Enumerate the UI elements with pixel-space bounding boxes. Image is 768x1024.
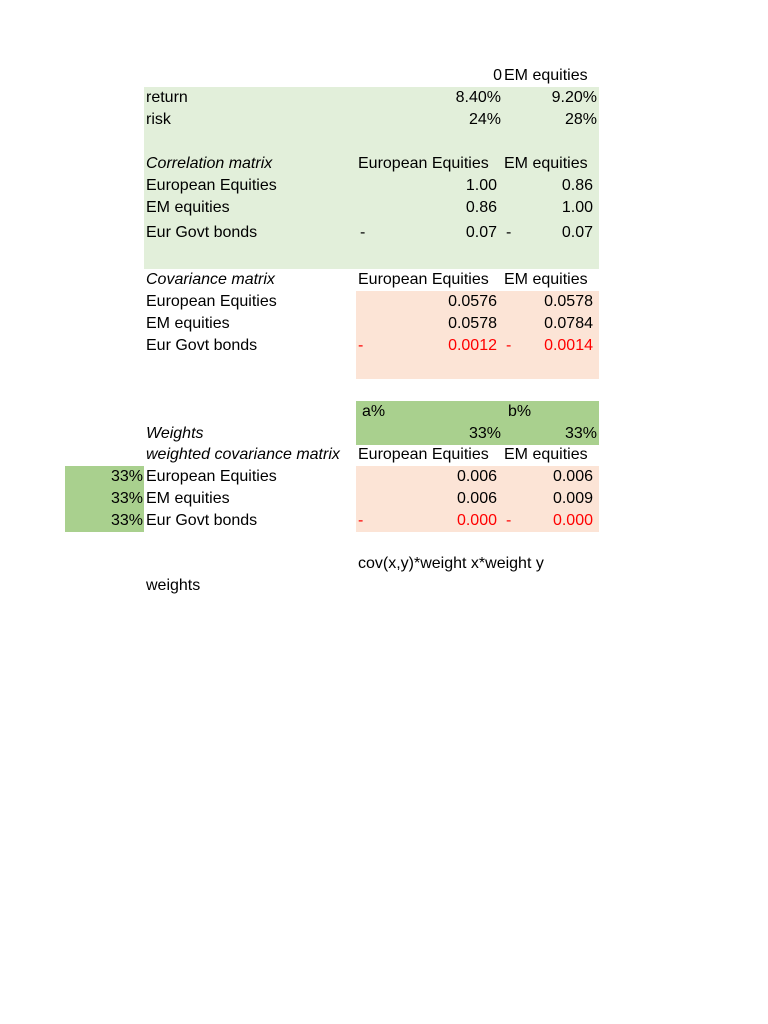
weighted-col-em: EM equities — [504, 446, 588, 463]
header-zero: 0 — [493, 67, 502, 84]
weighted-row-label: Eur Govt bonds — [146, 512, 258, 529]
correlation-row-label: Eur Govt bonds — [146, 224, 258, 241]
return-european: 8.40% — [455, 89, 501, 106]
row-weight: 33% — [110, 512, 143, 529]
return-label: return — [146, 89, 188, 106]
weight-b-label: b% — [508, 403, 532, 420]
covariance-cell: 0.0578 — [544, 293, 593, 310]
covariance-cell: 0.0014 — [544, 337, 593, 354]
weighted-cell: 0.000 — [552, 512, 593, 529]
covariance-cell: 0.0012 — [448, 337, 497, 354]
weight-a-value: 33% — [468, 425, 501, 442]
weighted-row-label: European Equities — [146, 468, 277, 485]
weighted-col-european: European Equities — [358, 446, 489, 463]
weighted-cell: 0.009 — [552, 490, 593, 507]
covariance-title: Covariance matrix — [146, 271, 275, 288]
weighted-cell: 0.006 — [456, 468, 497, 485]
covariance-negative-sign: - — [506, 337, 512, 354]
weighted-cell: 0.006 — [456, 490, 497, 507]
covariance-col-em: EM equities — [504, 271, 588, 288]
covariance-row-label: EM equities — [146, 315, 230, 332]
correlation-cell: 0.07 — [465, 224, 497, 241]
formula-note: cov(x,y)*weight x*weight y — [358, 555, 544, 572]
correlation-row-label: European Equities — [146, 177, 277, 194]
row-weight: 33% — [110, 490, 143, 507]
row-weight: 33% — [110, 468, 143, 485]
return-em: 9.20% — [551, 89, 597, 106]
correlation-col-em: EM equities — [504, 155, 588, 172]
weighted-cell: 0.006 — [552, 468, 593, 485]
risk-label: risk — [146, 111, 171, 128]
correlation-row-label: EM equities — [146, 199, 230, 216]
correlation-col-european: European Equities — [358, 155, 489, 172]
weighted-row-label: EM equities — [146, 490, 230, 507]
covariance-cell: 0.0576 — [448, 293, 497, 310]
header-em-equities: EM equities — [504, 67, 588, 84]
weighted-negative-sign: - — [358, 512, 364, 529]
weighted-cell: 0.000 — [456, 512, 497, 529]
correlation-cell: 1.00 — [561, 199, 593, 216]
covariance-col-european: European Equities — [358, 271, 489, 288]
weight-a-label: a% — [362, 403, 386, 420]
correlation-title: Correlation matrix — [146, 155, 273, 172]
risk-european: 24% — [468, 111, 501, 128]
correlation-cell: 1.00 — [465, 177, 497, 194]
risk-em: 28% — [564, 111, 597, 128]
covariance-row-label: European Equities — [146, 293, 277, 310]
weighted-negative-sign: - — [506, 512, 512, 529]
covariance-negative-sign: - — [358, 337, 364, 354]
correlation-negative-sign: - — [360, 224, 366, 241]
weight-b-value: 33% — [564, 425, 597, 442]
covariance-row-label: Eur Govt bonds — [146, 337, 258, 354]
correlation-negative-sign: - — [506, 224, 512, 241]
correlation-cell: 0.86 — [561, 177, 593, 194]
covariance-cell: 0.0578 — [448, 315, 497, 332]
weights-note: weights — [146, 577, 201, 594]
correlation-cell: 0.86 — [465, 199, 497, 216]
weights-title: Weights — [146, 425, 204, 442]
weighted-covariance-title: weighted covariance matrix — [146, 446, 340, 463]
correlation-cell: 0.07 — [561, 224, 593, 241]
covariance-cell: 0.0784 — [544, 315, 593, 332]
